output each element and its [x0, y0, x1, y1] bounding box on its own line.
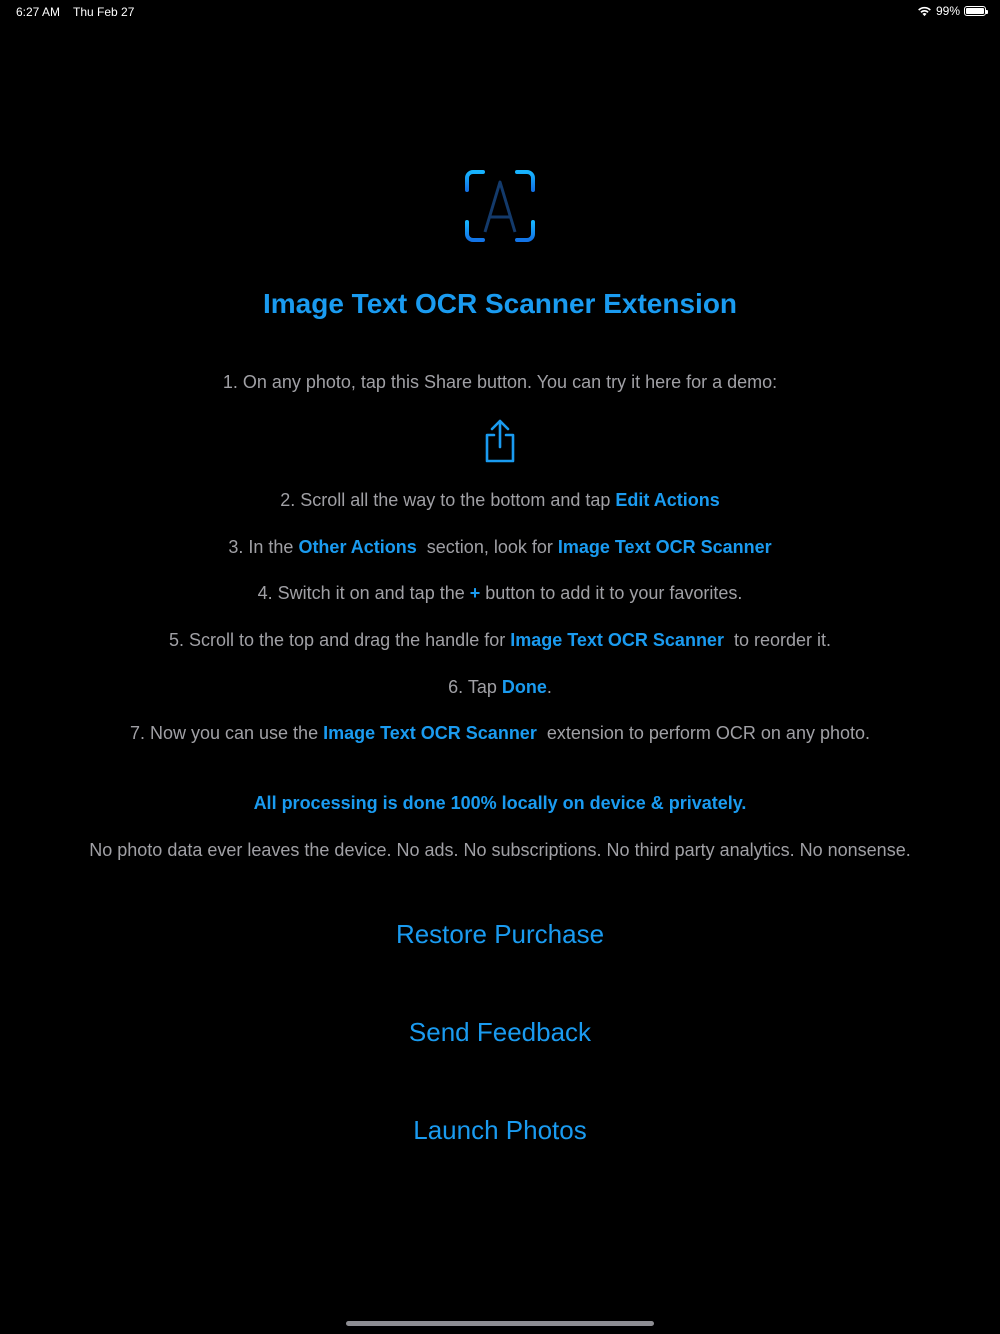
battery-icon — [964, 6, 986, 16]
step-6-text-a: 6. Tap — [448, 677, 502, 697]
other-actions-highlight: Other Actions — [298, 537, 417, 557]
page-title: Image Text OCR Scanner Extension — [262, 288, 738, 319]
launch-photos-button[interactable]: Launch Photos — [413, 1115, 587, 1145]
step-7 — [0, 723, 1000, 744]
step-6 — [0, 677, 1000, 698]
step-4-text-a: 4. Switch it on and tap the — [257, 583, 470, 603]
ocr-scanner-highlight: Image Text OCR Scanner — [510, 630, 724, 650]
privacy-headline: All processing is done 100% locally on device & privately. — [253, 793, 747, 813]
share-icon[interactable] — [482, 418, 518, 464]
step-2 — [0, 490, 1000, 511]
step-5 — [0, 630, 1000, 651]
status-date: Thu Feb 27 — [73, 5, 135, 19]
wifi-icon — [917, 5, 932, 17]
step-5-text-a: 5. Scroll to the top and drag the handle for — [168, 630, 511, 650]
status-time: 6:27 AM — [16, 5, 61, 19]
plus-highlight: + — [469, 583, 481, 603]
done-highlight: Done — [501, 677, 547, 697]
restore-purchase-button[interactable]: Restore Purchase — [395, 919, 605, 949]
ocr-scanner-highlight: Image Text OCR Scanner — [557, 537, 772, 557]
step-7-text-b: extension to perform OCR on any photo. — [536, 723, 871, 743]
step-6-text-b: . — [546, 677, 552, 697]
step-1: 1. On any photo, tap this Share button. You can try it here for a demo: — [222, 372, 778, 392]
step-4-text-b: button to add it to your favorites. — [480, 583, 743, 603]
step-3-text-a: 3. In the — [228, 537, 299, 557]
home-indicator[interactable] — [346, 1321, 654, 1326]
step-7-text-a: 7. Now you can use the — [129, 723, 324, 743]
send-feedback-button[interactable]: Send Feedback — [408, 1017, 592, 1047]
battery-percent: 99% — [935, 4, 960, 18]
step-3 — [0, 537, 1000, 558]
ocr-scanner-highlight: Image Text OCR Scanner — [323, 723, 537, 743]
privacy-detail: No photo data ever leaves the device. No ads. No subscriptions. No third party analytics. No nonsense. — [89, 840, 911, 860]
status-right — [917, 4, 986, 18]
step-5-text-b: to reorder it. — [723, 630, 831, 650]
step-2-text: 2. Scroll all the way to the bottom and tap — [280, 490, 616, 510]
step-3-text-b: section, look for — [416, 537, 558, 557]
edit-actions-highlight: Edit Actions — [615, 490, 720, 510]
step-4 — [0, 583, 1000, 604]
text-scan-icon — [461, 168, 539, 244]
status-bar — [0, 0, 1000, 24]
